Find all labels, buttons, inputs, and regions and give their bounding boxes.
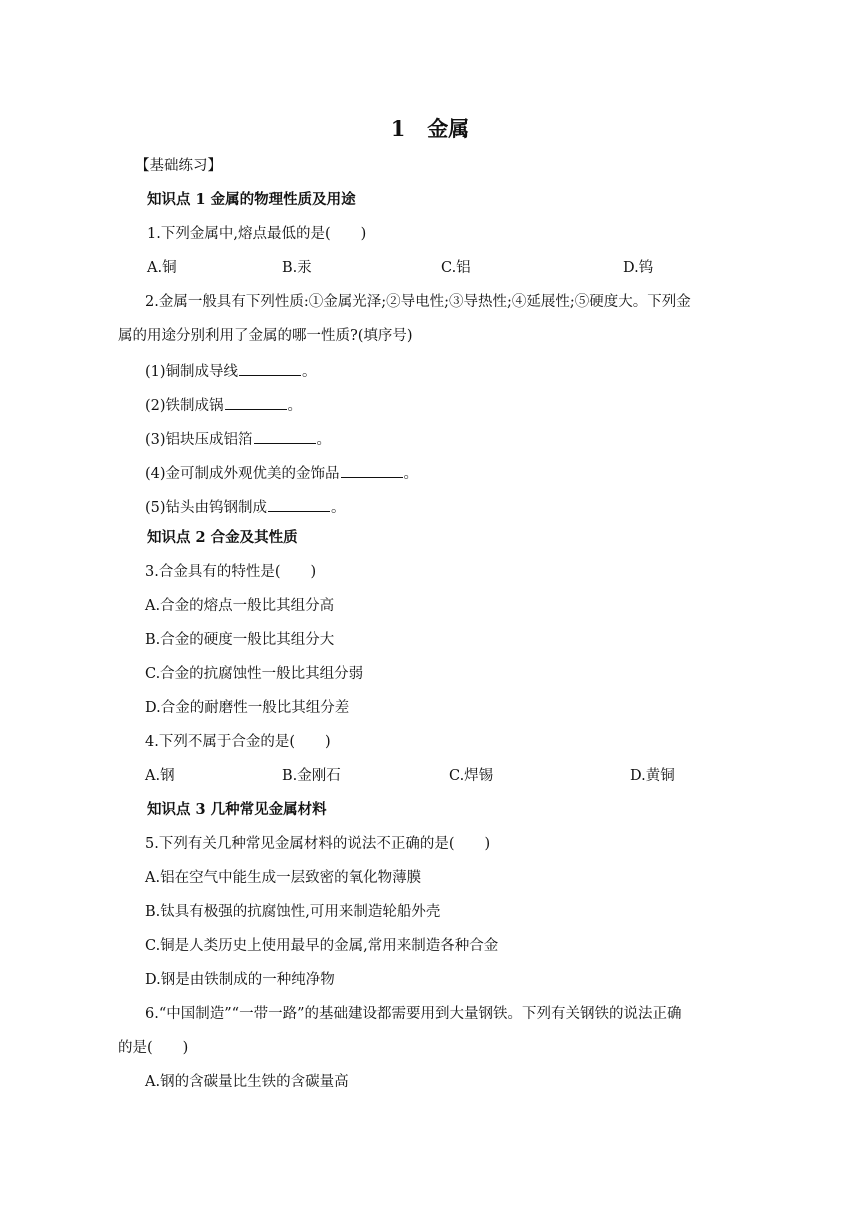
question-4-option-c: C.焊锡 bbox=[449, 768, 494, 784]
title-text: 金属 bbox=[427, 116, 470, 141]
question-2-stem-line1: 2.金属一般具有下列性质:①金属光泽;②导电性;③导热性;④延展性;⑤硬度大。下列金 bbox=[145, 294, 691, 310]
answer-blank[interactable] bbox=[239, 360, 301, 376]
question-1-stem: 1.下列金属中,熔点最低的是( ) bbox=[147, 226, 367, 242]
answer-blank[interactable] bbox=[225, 394, 287, 410]
question-1-option-c: C.铝 bbox=[441, 260, 471, 276]
question-2-item-4: (4)金可制成外观优美的金饰品 。 bbox=[145, 462, 418, 484]
question-5-option-a: A.铝在空气中能生成一层致密的氧化物薄膜 bbox=[145, 870, 422, 886]
question-4-option-b: B.金刚石 bbox=[282, 768, 341, 784]
question-1-option-b: B.汞 bbox=[282, 260, 312, 276]
question-3-option-c: C.合金的抗腐蚀性一般比其组分弱 bbox=[145, 666, 364, 682]
question-5-stem: 5.下列有关几种常见金属材料的说法不正确的是( ) bbox=[145, 836, 491, 852]
question-5-option-d: D.钢是由铁制成的一种纯净物 bbox=[145, 972, 335, 988]
title-number: 1 bbox=[390, 116, 406, 141]
knowledge-point-3: 知识点 3 几种常见金属材料 bbox=[147, 801, 327, 818]
question-2-item-1: (1)铜制成导线 。 bbox=[145, 360, 317, 382]
question-2-item-3: (3)铝块压成铝箔 。 bbox=[145, 428, 331, 450]
knowledge-point-1: 知识点 1 金属的物理性质及用途 bbox=[147, 191, 356, 208]
question-2-stem-line2: 属的用途分别利用了金属的哪一性质?(填序号) bbox=[118, 328, 413, 344]
question-4-option-a: A.钢 bbox=[145, 768, 175, 784]
answer-blank[interactable] bbox=[341, 462, 403, 478]
page-title bbox=[0, 116, 860, 142]
section-heading: 【基础练习】 bbox=[135, 158, 222, 174]
question-3-option-a: A.合金的熔点一般比其组分高 bbox=[145, 598, 335, 614]
question-6-option-a: A.钢的含碳量比生铁的含碳量高 bbox=[145, 1074, 349, 1090]
question-2-item-2: (2)铁制成锅 。 bbox=[145, 394, 302, 416]
question-2-item-5: (5)钻头由钨钢制成 。 bbox=[145, 496, 346, 518]
question-5-option-b: B.钛具有极强的抗腐蚀性,可用来制造轮船外壳 bbox=[145, 904, 441, 920]
question-6-stem-line2: 的是( ) bbox=[118, 1040, 189, 1056]
question-4-option-d: D.黄铜 bbox=[630, 768, 675, 784]
question-3-stem: 3.合金具有的特性是( ) bbox=[145, 564, 317, 580]
question-6-stem-line1: 6.“中国制造”“一带一路”的基础建设都需要用到大量钢铁。下列有关钢铁的说法正确 bbox=[145, 1006, 682, 1022]
knowledge-point-2: 知识点 2 合金及其性质 bbox=[147, 529, 298, 546]
question-5-option-c: C.铜是人类历史上使用最早的金属,常用来制造各种合金 bbox=[145, 938, 499, 954]
question-3-option-d: D.合金的耐磨性一般比其组分差 bbox=[145, 700, 350, 716]
question-3-option-b: B.合金的硬度一般比其组分大 bbox=[145, 632, 335, 648]
question-4-stem: 4.下列不属于合金的是( ) bbox=[145, 734, 331, 750]
answer-blank[interactable] bbox=[268, 496, 330, 512]
question-1-option-d: D.钨 bbox=[623, 260, 654, 276]
answer-blank[interactable] bbox=[254, 428, 316, 444]
question-1-option-a: A.铜 bbox=[147, 260, 177, 276]
